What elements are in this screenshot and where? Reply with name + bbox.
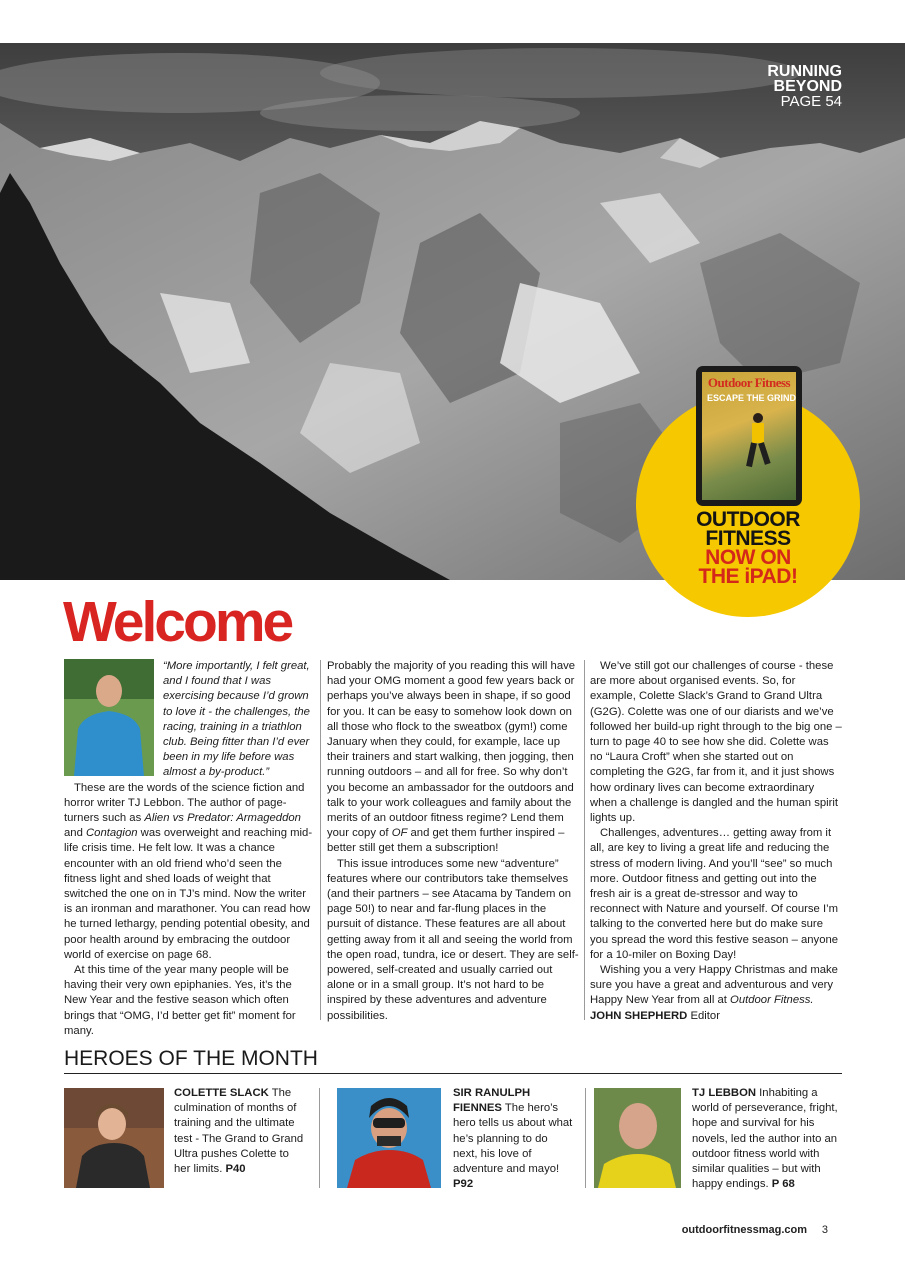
heroes-heading: HEROES OF THE MONTH [64,1047,318,1070]
col1-paragraph-2: At this time of the year many people will be having their very own epiphanies. Yes, it’s the New Year and the festive season which often brings that “OMG, I’d better get fit” moment for many. [64,964,296,1037]
tj-lebbon-photo [594,1088,681,1188]
teaser-line-1: RUNNING [767,63,842,80]
col3-paragraph-2: Challenges, adventures… getting away from it all, are key to living a great life and reducing the stress of modern living. And you’ll “see” so much more. Outdoor fitness and getting out into the fresh air is a great de-stressor and way to reconnect with Nature and yourself. Of course I’m talking to the converted here but do make sure you spread the word this festive season – anyone for a 10-miler on Boxing Day! [590,827,839,961]
welcome-heading: Welcome [63,590,292,654]
column-divider [320,660,321,1020]
col3-paragraph-1: We’ve still got our challenges of course - these are more about organised events. So, for example, Colette Slack’s Grand to Grand Ultra (G2G). Colette was one of our diarists and we’ve followed her build-up right through to the big one – turn to page 40 to see how she did. Colette was no “Laura Croft” when she started out on completing the G2G, far from it, and it just shows how ordinary lives can become extraordinary when a challenge is dangled and the human spirit lights up. [590,660,842,825]
hero-item-fiennes: SIR RANULPH FIENNES The hero’s hero tells us about what he’s planning to do next, his love of adventure and mayo! P92 [453,1087,573,1191]
running-beyond-teaser [767,64,842,109]
tablet-cover [702,372,796,500]
editor-signature: JOHN SHEPHERD Editor [590,1009,720,1022]
welcome-column-1 [64,659,314,1039]
promo-line-2: FITNESS [705,527,791,550]
heroes-rule [64,1073,842,1074]
hero-item-lebbon: TJ LEBBON Inhabiting a world of perseverance, fright, hope and survival for his novels, led the author into an outdoor fitness world with similar qualities – but with happy endings. P 68 [692,1087,838,1191]
tablet-masthead: Outdoor Fitness [707,375,791,390]
page-number: 3 [821,1224,828,1236]
col2-paragraph-2: This issue introduces some new “adventure” features where our contributors take themselves (and their partners – see Atacama by Tandem on page 50!) to near and far-flung places in the pursuit of distance. These features are all about getting away from it all and seeing the world from the open road, tundra, ice or desert. They are self-powered, self-created and usually carried out alone or in a small group. It’s not hard to be inspired by these adventures and adventure possibilities. [327,857,579,1022]
welcome-column-2 [327,659,579,1024]
col3-paragraph-3: Wishing you a very Happy Christmas and make sure you have a great and adventurous and very Happy New Year from all at Outdoor Fitness. [590,964,838,1007]
hero-item-colette: COLETTE SLACK The culmination of months of training and the ultimate test - The Grand to Grand Ultra pushes Colette to her limits. P40 [174,1087,304,1176]
runner-figure-icon [742,412,772,472]
teaser-line-2: BEYOND [773,78,842,95]
col2-paragraph-1: Probably the majority of you reading this will have had your OMG moment a good few years back or perhaps you’ve always been in shape, if so good for you. It can be easy to somehow look down on all those who flock to the sweatbox (gym!) come January when they could, for example, lace up their trainers and start walking, then jogging, then running outdoors – and all for free. So why don’t you become an ambassador for the outdoors and talk to your work colleagues and family about the merits of an outdoor fitness regime? Lend them your copy of OF and get them further inspired – better still get them a subscription! [327,660,576,855]
col1-paragraph-1: These are the words of the science fiction and horror writer TJ Lebbon. The author of page-turners such as Alien vs Predator: Armageddon and Contagion was overweight and reaching mid-life crisis time. He felt low. It was a chance encounter with an old friend who’d seen the fitness light and shed loads of weight that switched the one on in TJ’s mind. Now the writer is an ironman and marathoner. You can read how he turned lethargy, pending potential obesity, and poor health around by embracing the outdoor world of exercise on page 68. [64,781,313,961]
colette-slack-photo [64,1088,164,1188]
opening-quote: “More importantly, I felt great, and I found that I was exercising because I’d grown to love it - the challenges, the racing, training in a triathlon club. Being fitter than I’d ever been in my life before was almost a by-product.” [163,660,310,779]
hero-divider [319,1088,320,1188]
column-divider [584,660,585,1020]
tablet-cover-line: ESCAPE THE GRIND [707,393,796,403]
promo-line-1: OUTDOOR [696,508,800,531]
promo-line-4: THE iPAD! [698,565,798,588]
ipad-tablet-image [696,366,802,506]
hero-divider [585,1088,586,1188]
footer-url: outdoorfitnessmag.com [681,1224,807,1236]
ranulph-fiennes-photo [337,1088,441,1188]
ipad-promo-text [636,510,860,586]
promo-line-3: NOW ON [705,546,791,569]
teaser-page: PAGE 54 [780,93,842,110]
welcome-column-3 [590,659,842,1024]
